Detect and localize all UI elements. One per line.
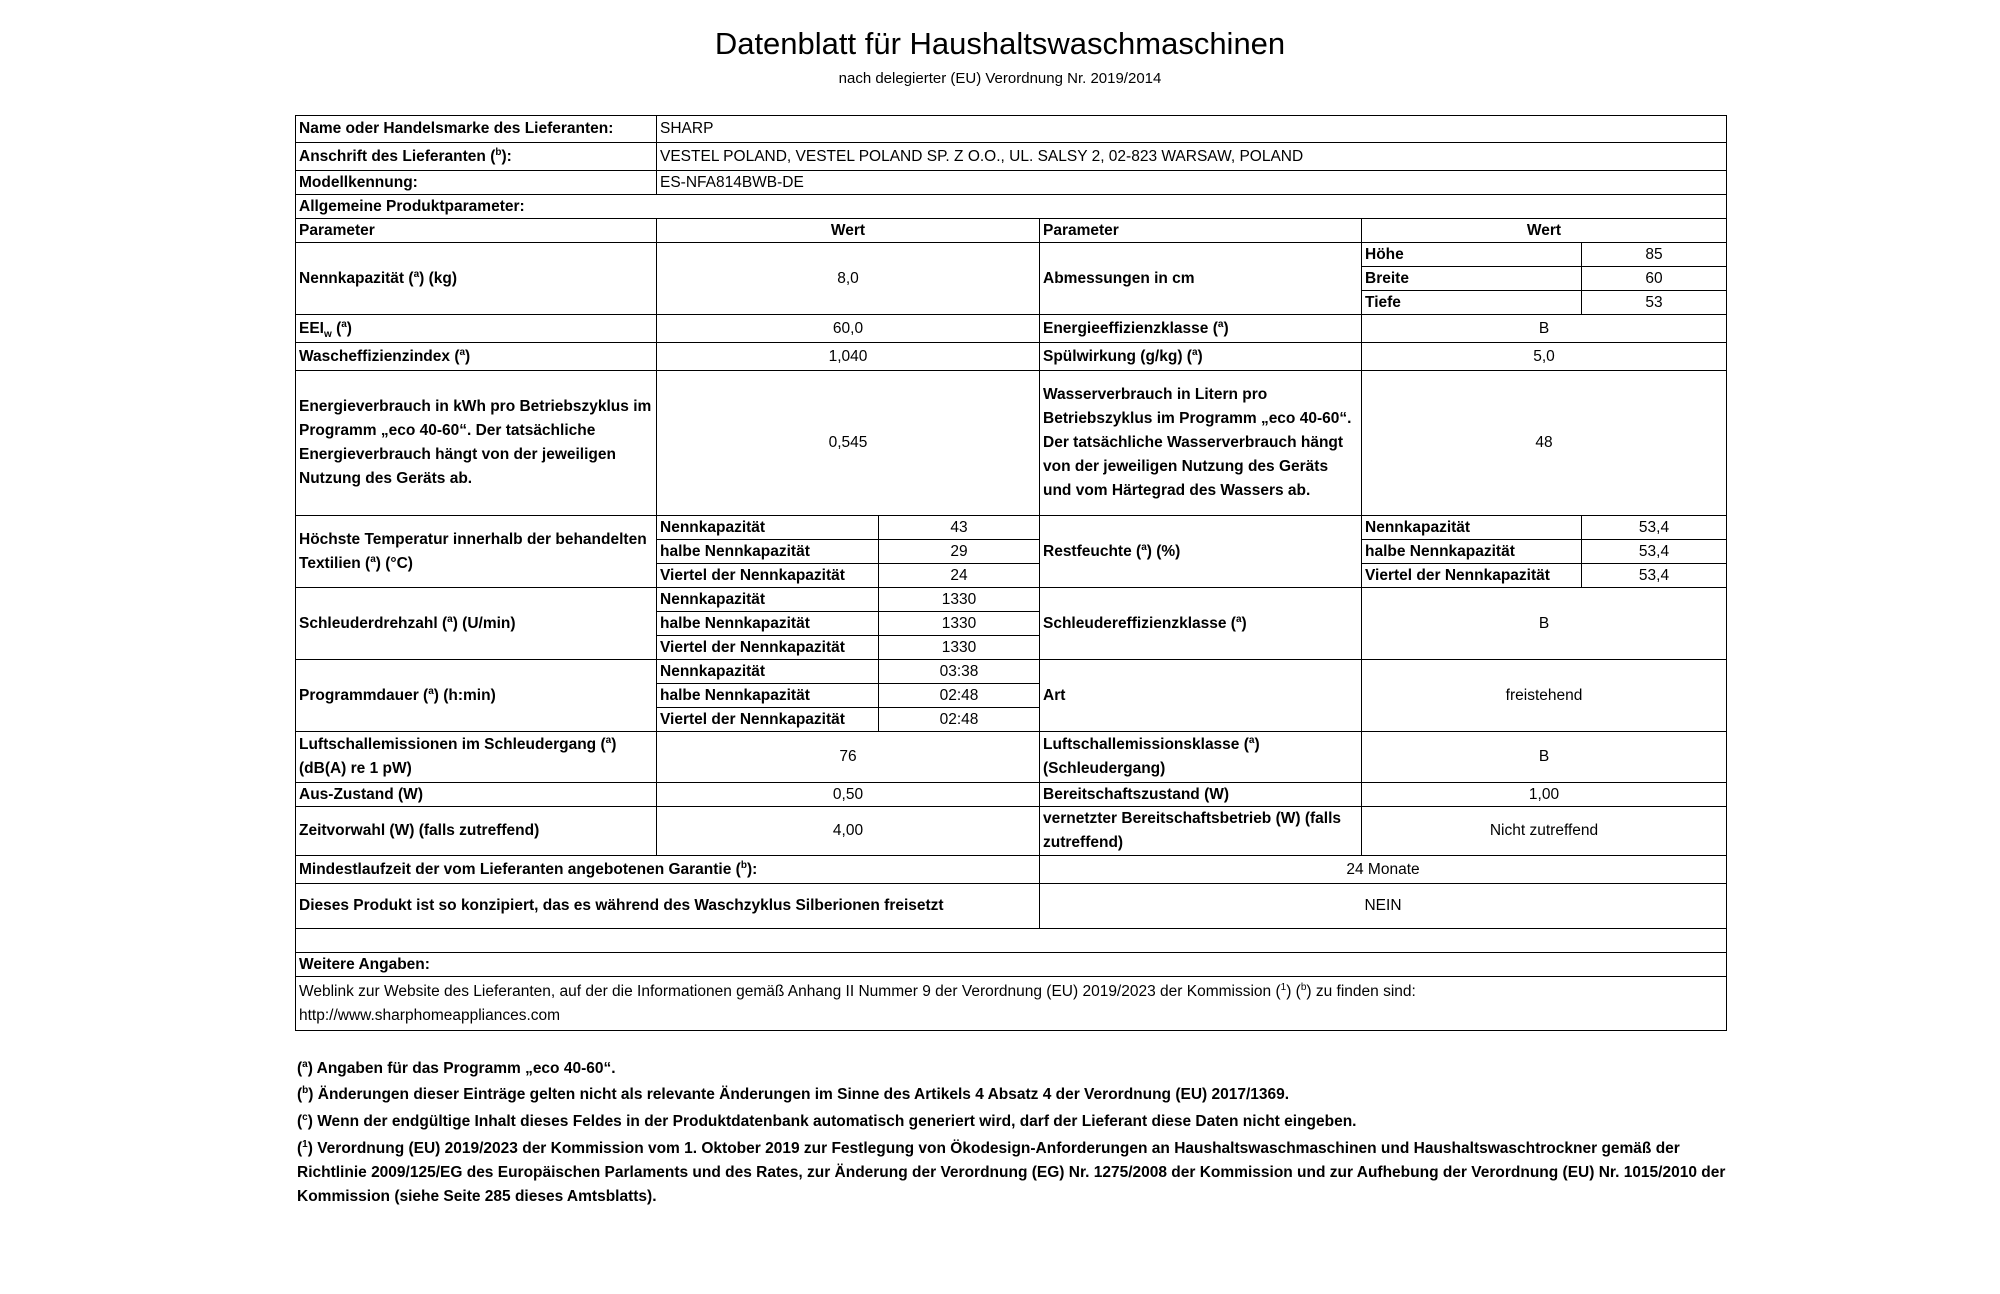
table-row	[296, 884, 1727, 929]
page-subtitle: nach delegierter (EU) Verordnung Nr. 2019/2014	[838, 70, 1162, 87]
general-params-heading: Allgemeine Produktparameter:	[296, 195, 1727, 219]
standby-label: Bereitschaftszustand (W)	[1040, 783, 1362, 807]
eei-label: $EEI_w$ ($^a$)	[296, 315, 657, 343]
table-row	[296, 977, 1727, 1031]
noise-class-label: Luftschallemissionsklasse ($^a$) (Schleudergang)	[1040, 732, 1362, 783]
max-temp-value: 29	[879, 540, 1040, 564]
height-label: Höhe	[1362, 243, 1582, 267]
off-mode-label: Aus-Zustand (W)	[296, 783, 657, 807]
col-header-parameter: Parameter	[1040, 219, 1362, 243]
moisture-value: 53,4	[1582, 564, 1727, 588]
duration-value: 02:48	[879, 708, 1040, 732]
energy-consumption-value: 0,545	[657, 371, 1040, 516]
capacity-value: 8,0	[657, 243, 1040, 315]
energy-consumption-label: Energieverbrauch in kWh pro Betriebszyklus im Programm „eco 40-60“. Der tatsächliche Energieverbrauch hängt von der jeweiligen Nutzung des Geräts ab.	[296, 371, 657, 516]
moisture-value: 53,4	[1582, 540, 1727, 564]
spin-speed-value: 1330	[879, 636, 1040, 660]
table-row	[296, 516, 1727, 540]
warranty-value: 24 Monate	[1040, 856, 1727, 884]
dimensions-label: Abmessungen in cm	[1040, 243, 1362, 315]
footnote: ($^1$) Verordnung (EU) 2019/2023 der Kommission vom 1. Oktober 2019 zur Festlegung von Ökodesign-Anforderungen an Haushaltswaschmaschinen und Haushaltswaschtrockner gemäß der Richtlinie 2009/125/EG des Europäischen Parlaments und des Rates, zur Änderung der Verordnung (EG) Nr. 1275/2008 der Kommission und zur Aufhebung der Verordnung (EU) Nr. 1015/2010 der Kommission (siehe Seite 285 dieses Amtsblatts).	[297, 1138, 1726, 1205]
energy-class-value: B	[1362, 315, 1727, 343]
model-label: Modellkennung:	[296, 171, 657, 195]
supplier-name-label: Name oder Handelsmarke des Lieferanten:	[296, 116, 657, 143]
table-row	[296, 315, 1727, 343]
table-row	[296, 116, 1727, 143]
duration-value: 02:48	[879, 684, 1040, 708]
delay-start-value: 4,00	[657, 807, 1040, 856]
load-label: Nennkapazität	[657, 516, 879, 540]
depth-label: Tiefe	[1362, 291, 1582, 315]
energy-class-label: Energieeffizienzklasse ($^a$)	[1040, 315, 1362, 343]
empty-cell	[296, 929, 1727, 953]
table-header-row	[296, 219, 1727, 243]
footnote: ($^b$) Änderungen dieser Einträge gelten nicht als relevante Änderungen im Sinne des Artikels 4 Absatz 4 der Verordnung (EU) 2017/1369.	[297, 1084, 1290, 1103]
moisture-value: 53,4	[1582, 516, 1727, 540]
col-header-parameter: Parameter	[296, 219, 657, 243]
supplier-address-value: VESTEL POLAND, VESTEL POLAND SP. Z O.O., UL. SALSY 2, 02-823 WARSAW, POLAND	[657, 143, 1727, 171]
table-row	[296, 783, 1727, 807]
load-label: Nennkapazität	[657, 588, 879, 612]
spin-speed-value: 1330	[879, 588, 1040, 612]
footnote: ($^c$) Wenn der endgültige Inhalt dieses Feldes in der Produktdatenbank automatisch generiert wird, darf der Lieferant diese Daten nicht eingeben.	[297, 1111, 1357, 1130]
table-row	[296, 856, 1727, 884]
delay-start-label: Zeitvorwahl (W) (falls zutreffend)	[296, 807, 657, 856]
col-header-value: Wert	[1362, 219, 1727, 243]
water-consumption-label: Wasserverbrauch in Litern pro Betriebszyklus im Programm „eco 40-60“. Der tatsächliche Wasserverbrauch hängt von der jeweiligen Nutzung des Geräts und vom Härtegrad des Wassers ab.	[1040, 371, 1362, 516]
table-row	[296, 732, 1727, 783]
depth-value: 53	[1582, 291, 1727, 315]
max-temp-value: 24	[879, 564, 1040, 588]
load-label: Nennkapazität	[657, 660, 879, 684]
table-row	[296, 243, 1727, 267]
duration-label: Programmdauer ($^a$) (h:min)	[296, 660, 657, 732]
spin-speed-value: 1330	[879, 612, 1040, 636]
duration-value: 03:38	[879, 660, 1040, 684]
type-label: Art	[1040, 660, 1362, 732]
datasheet-table	[295, 115, 1727, 1031]
load-label: Viertel der Nennkapazität	[657, 564, 879, 588]
table-row	[296, 195, 1727, 219]
table-row	[296, 660, 1727, 684]
further-info-text: Weblink zur Website des Lieferanten, auf der die Informationen gemäß Anhang II Nummer 9 der Verordnung (EU) 2019/2023 der Kommission ($^1$) ($^b$) zu finden sind: http://www.sharphomeappliances.com	[296, 977, 1727, 1031]
wash-index-value: 1,040	[657, 343, 1040, 371]
networked-standby-label: vernetzter Bereitschaftsbetrieb (W) (falls zutreffend)	[1040, 807, 1362, 856]
col-header-value: Wert	[657, 219, 1040, 243]
networked-standby-value: Nicht zutreffend	[1362, 807, 1727, 856]
supplier-weblink[interactable]: http://www.sharphomeappliances.com	[299, 1006, 561, 1024]
spin-class-label: Schleudereffizienzklasse ($^a$)	[1040, 588, 1362, 660]
load-label: Viertel der Nennkapazität	[1362, 564, 1582, 588]
max-temp-label: Höchste Temperatur innerhalb der behandelten Textilien ($^a$) (°C)	[296, 516, 657, 588]
table-row	[296, 953, 1727, 977]
noise-label: Luftschallemissionen im Schleudergang ($^a$) (dB(A) re 1 pW)	[296, 732, 657, 783]
eei-value: 60,0	[657, 315, 1040, 343]
load-label: halbe Nennkapazität	[1362, 540, 1582, 564]
noise-class-value: B	[1362, 732, 1727, 783]
load-label: halbe Nennkapazität	[657, 684, 879, 708]
water-consumption-value: 48	[1362, 371, 1727, 516]
silver-ions-value: NEIN	[1040, 884, 1727, 929]
load-label: Nennkapazität	[1362, 516, 1582, 540]
silver-ions-label: Dieses Produkt ist so konzipiert, das es während des Waschzyklus Silberionen freisetzt	[296, 884, 1040, 929]
off-mode-value: 0,50	[657, 783, 1040, 807]
table-row	[296, 588, 1727, 612]
load-label: Viertel der Nennkapazität	[657, 708, 879, 732]
spin-speed-label: Schleuderdrehzahl ($^a$) (U/min)	[296, 588, 657, 660]
width-value: 60	[1582, 267, 1727, 291]
supplier-address-label: Anschrift des Lieferanten ($^b$):	[296, 143, 657, 171]
load-label: halbe Nennkapazität	[657, 612, 879, 636]
capacity-label: Nennkapazität ($^a$) (kg)	[296, 243, 657, 315]
page-title: Datenblatt für Haushaltswaschmaschinen	[714, 26, 1286, 61]
table-row	[296, 371, 1727, 516]
footnote: ($^a$) Angaben für das Programm „eco 40-60“.	[297, 1058, 616, 1077]
type-value: freistehend	[1362, 660, 1727, 732]
warranty-label: Mindestlaufzeit der vom Lieferanten angebotenen Garantie ($^b$):	[296, 856, 1040, 884]
standby-value: 1,00	[1362, 783, 1727, 807]
load-label: Viertel der Nennkapazität	[657, 636, 879, 660]
wash-index-label: Wascheffizienzindex ($^a$)	[296, 343, 657, 371]
table-row	[296, 807, 1727, 856]
table-row	[296, 143, 1727, 171]
model-value: ES-NFA814BWB-DE	[657, 171, 1727, 195]
max-temp-value: 43	[879, 516, 1040, 540]
further-info-heading: Weitere Angaben:	[296, 953, 1727, 977]
table-row-empty	[296, 929, 1727, 953]
spin-class-value: B	[1362, 588, 1727, 660]
height-value: 85	[1582, 243, 1727, 267]
supplier-name-value: SHARP	[657, 116, 1727, 143]
load-label: halbe Nennkapazität	[657, 540, 879, 564]
rinse-value: 5,0	[1362, 343, 1727, 371]
table-row	[296, 343, 1727, 371]
table-row	[296, 171, 1727, 195]
moisture-label: Restfeuchte ($^a$) (%)	[1040, 516, 1362, 588]
rinse-label: Spülwirkung (g/kg) ($^a$)	[1040, 343, 1362, 371]
noise-value: 76	[657, 732, 1040, 783]
width-label: Breite	[1362, 267, 1582, 291]
